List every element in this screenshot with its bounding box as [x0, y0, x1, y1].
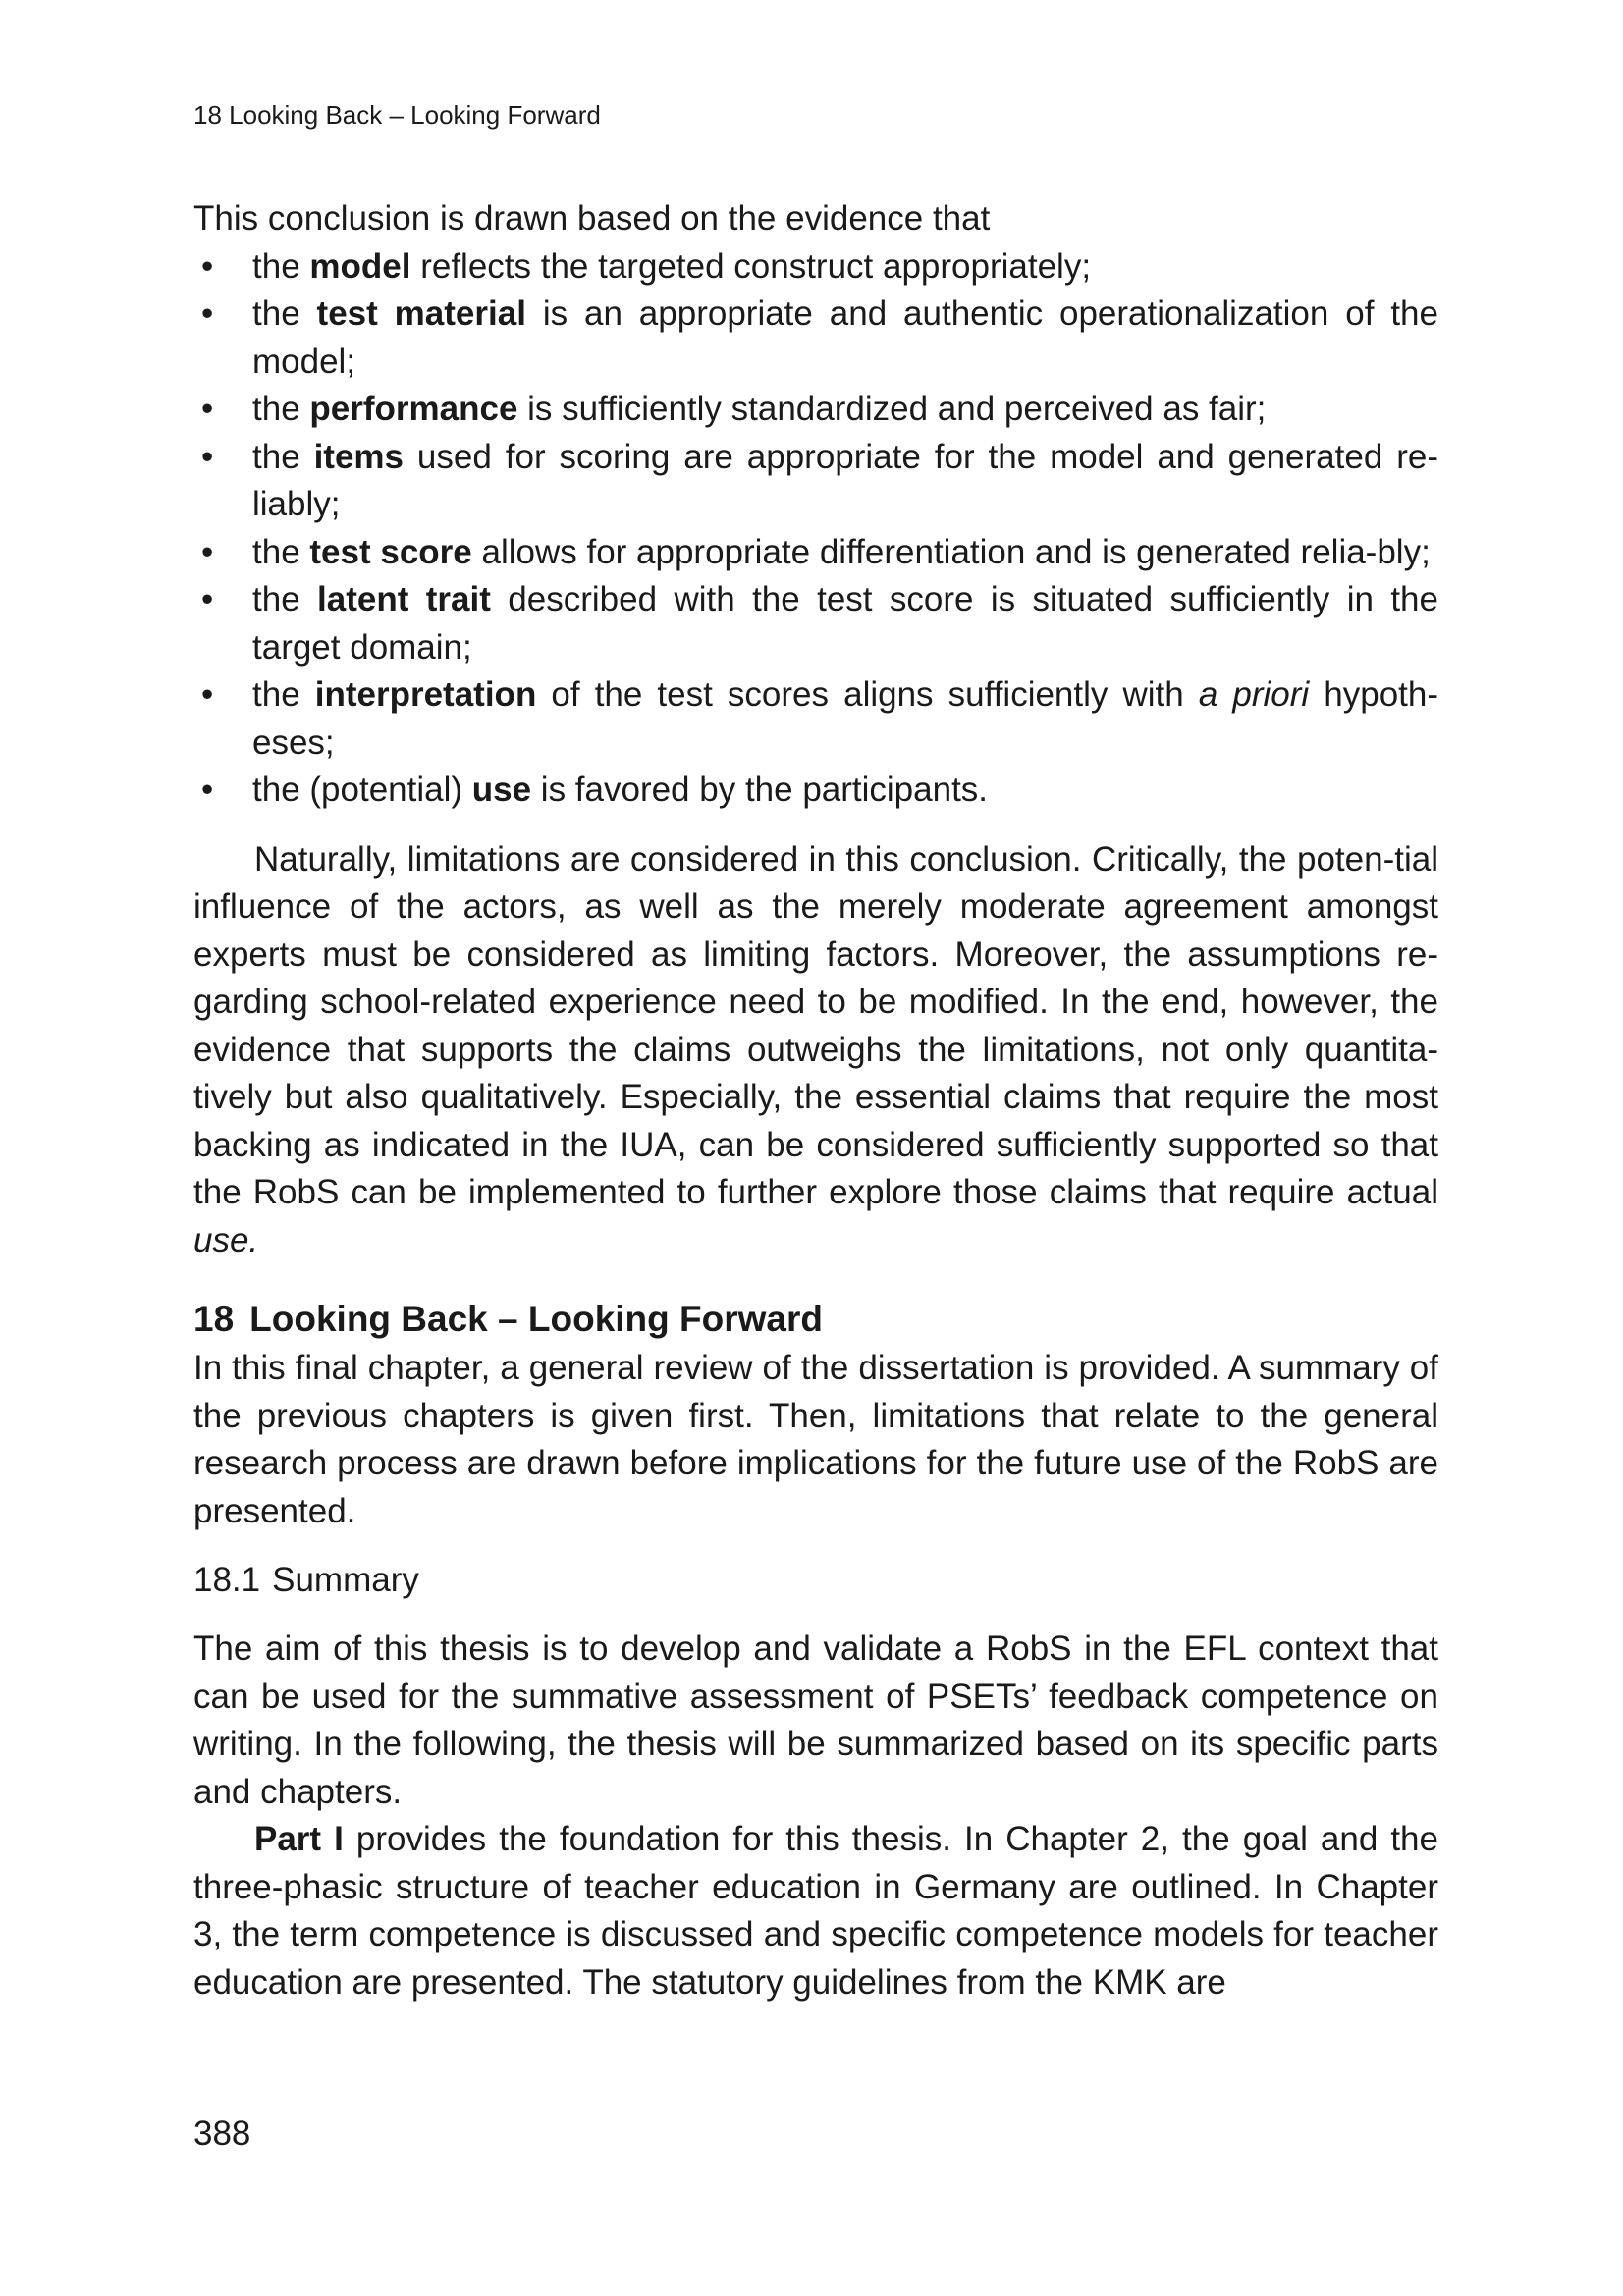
bullet-icon: • [201, 390, 214, 428]
chapter-heading [193, 1294, 1438, 1345]
bullet-icon: • [201, 246, 214, 286]
italic-term: a priori [1198, 675, 1310, 714]
chapter-number: 18 [193, 1299, 235, 1339]
section-title: Summary [272, 1561, 419, 1599]
claim-keyword: test material [316, 294, 526, 333]
intro-sentence: This conclusion is drawn based on the evidence that [193, 199, 991, 238]
section-number: 18.1 [193, 1561, 261, 1599]
spacer [193, 1604, 1438, 1626]
page-number: 388 [193, 2114, 251, 2153]
claim-keyword: performance [309, 390, 518, 428]
claim-keyword: interpretation [314, 675, 537, 714]
running-head: 18 Looking Back – Looking Forward [193, 100, 601, 130]
list-item: • the (potential) use is favored by the participants. [193, 767, 1438, 815]
list-item: • the interpretation of the test scores aligns sufficiently with a priori hypoth-eses; [193, 671, 1438, 767]
italic-term: use. [193, 1220, 259, 1259]
bullet-icon: • [201, 771, 214, 809]
section-heading [193, 1557, 1438, 1604]
list-item: • the test score allows for appropriate differentiation and is generated relia-bly; [193, 529, 1438, 577]
chapter-intro-paragraph: In this final chapter, a general review of the dissertation is provided. A summary of the previous chapters is given first. Then, limitations that relate to the general research process are drawn before implications for the future use of the RobS are presented. [193, 1349, 1438, 1530]
bullet-icon: • [201, 580, 214, 618]
claim-keyword: items [313, 437, 405, 476]
bullet-icon: • [201, 532, 214, 571]
spacer [193, 815, 1438, 836]
limitations-paragraph: Naturally, limitations are considered in this conclusion. Critically, the poten-tial influence of the actors, as well as the merely moderate agreement amongst experts must be considered as limiting factors. Moreover, the assumptions re-garding school-related experience need to be modified. In the end, however, the evidence that supports the claims outweighs the limitations, not only quantita-tively but also qualitatively. Especially, the essential claims that require the most backing as indicated in the IUA, can be considered sufficiently supported so that the RobS can be implemented to further explore those claims that require actual use. [193, 839, 1438, 1259]
claim-keyword: use [471, 771, 532, 809]
part-one-paragraph: Part I provides the foundation for this thesis. In Chapter 2, the goal and the three-phasic structure of teacher education in Germany are outlined. In Chapter 3, the term competence is discussed and specific competence models for teacher education are presented. The statutory guidelines from the KMK are [193, 1820, 1438, 2002]
summary-paragraph: The aim of this thesis is to develop and validate a RobS in the EFL context that can be used for the summative assessment of PSETs’ feedback competence on writing. In the following, the thesis will be summarized based on its specific parts and chapters. [193, 1629, 1438, 1811]
page [193, 0, 1438, 2296]
list-item: • the items used for scoring are appropriate for the model and generated re-liably; [193, 434, 1438, 529]
list-item: • the model reflects the targeted construct appropriately; [193, 243, 1438, 292]
chapter-title: Looking Back – Looking Forward [249, 1299, 823, 1339]
claim-keyword: model [309, 246, 411, 286]
spacer [193, 1535, 1438, 1557]
claim-keyword: test score [309, 532, 472, 571]
list-item: • the test material is an appropriate and authentic operationalization of the model; [193, 291, 1438, 386]
list-item: • the performance is sufficiently standardized and perceived as fair; [193, 386, 1438, 434]
bullet-icon: • [201, 437, 214, 476]
claims-list [193, 243, 1438, 815]
spacer [193, 1264, 1438, 1294]
bullet-icon: • [201, 294, 214, 333]
bullet-icon: • [201, 675, 214, 714]
list-item: • the latent trait described with the test score is situated sufficiently in the target domain; [193, 576, 1438, 671]
part-label: Part I [254, 1820, 344, 1858]
body-text [193, 195, 1438, 2006]
claim-keyword: latent trait [317, 580, 491, 618]
